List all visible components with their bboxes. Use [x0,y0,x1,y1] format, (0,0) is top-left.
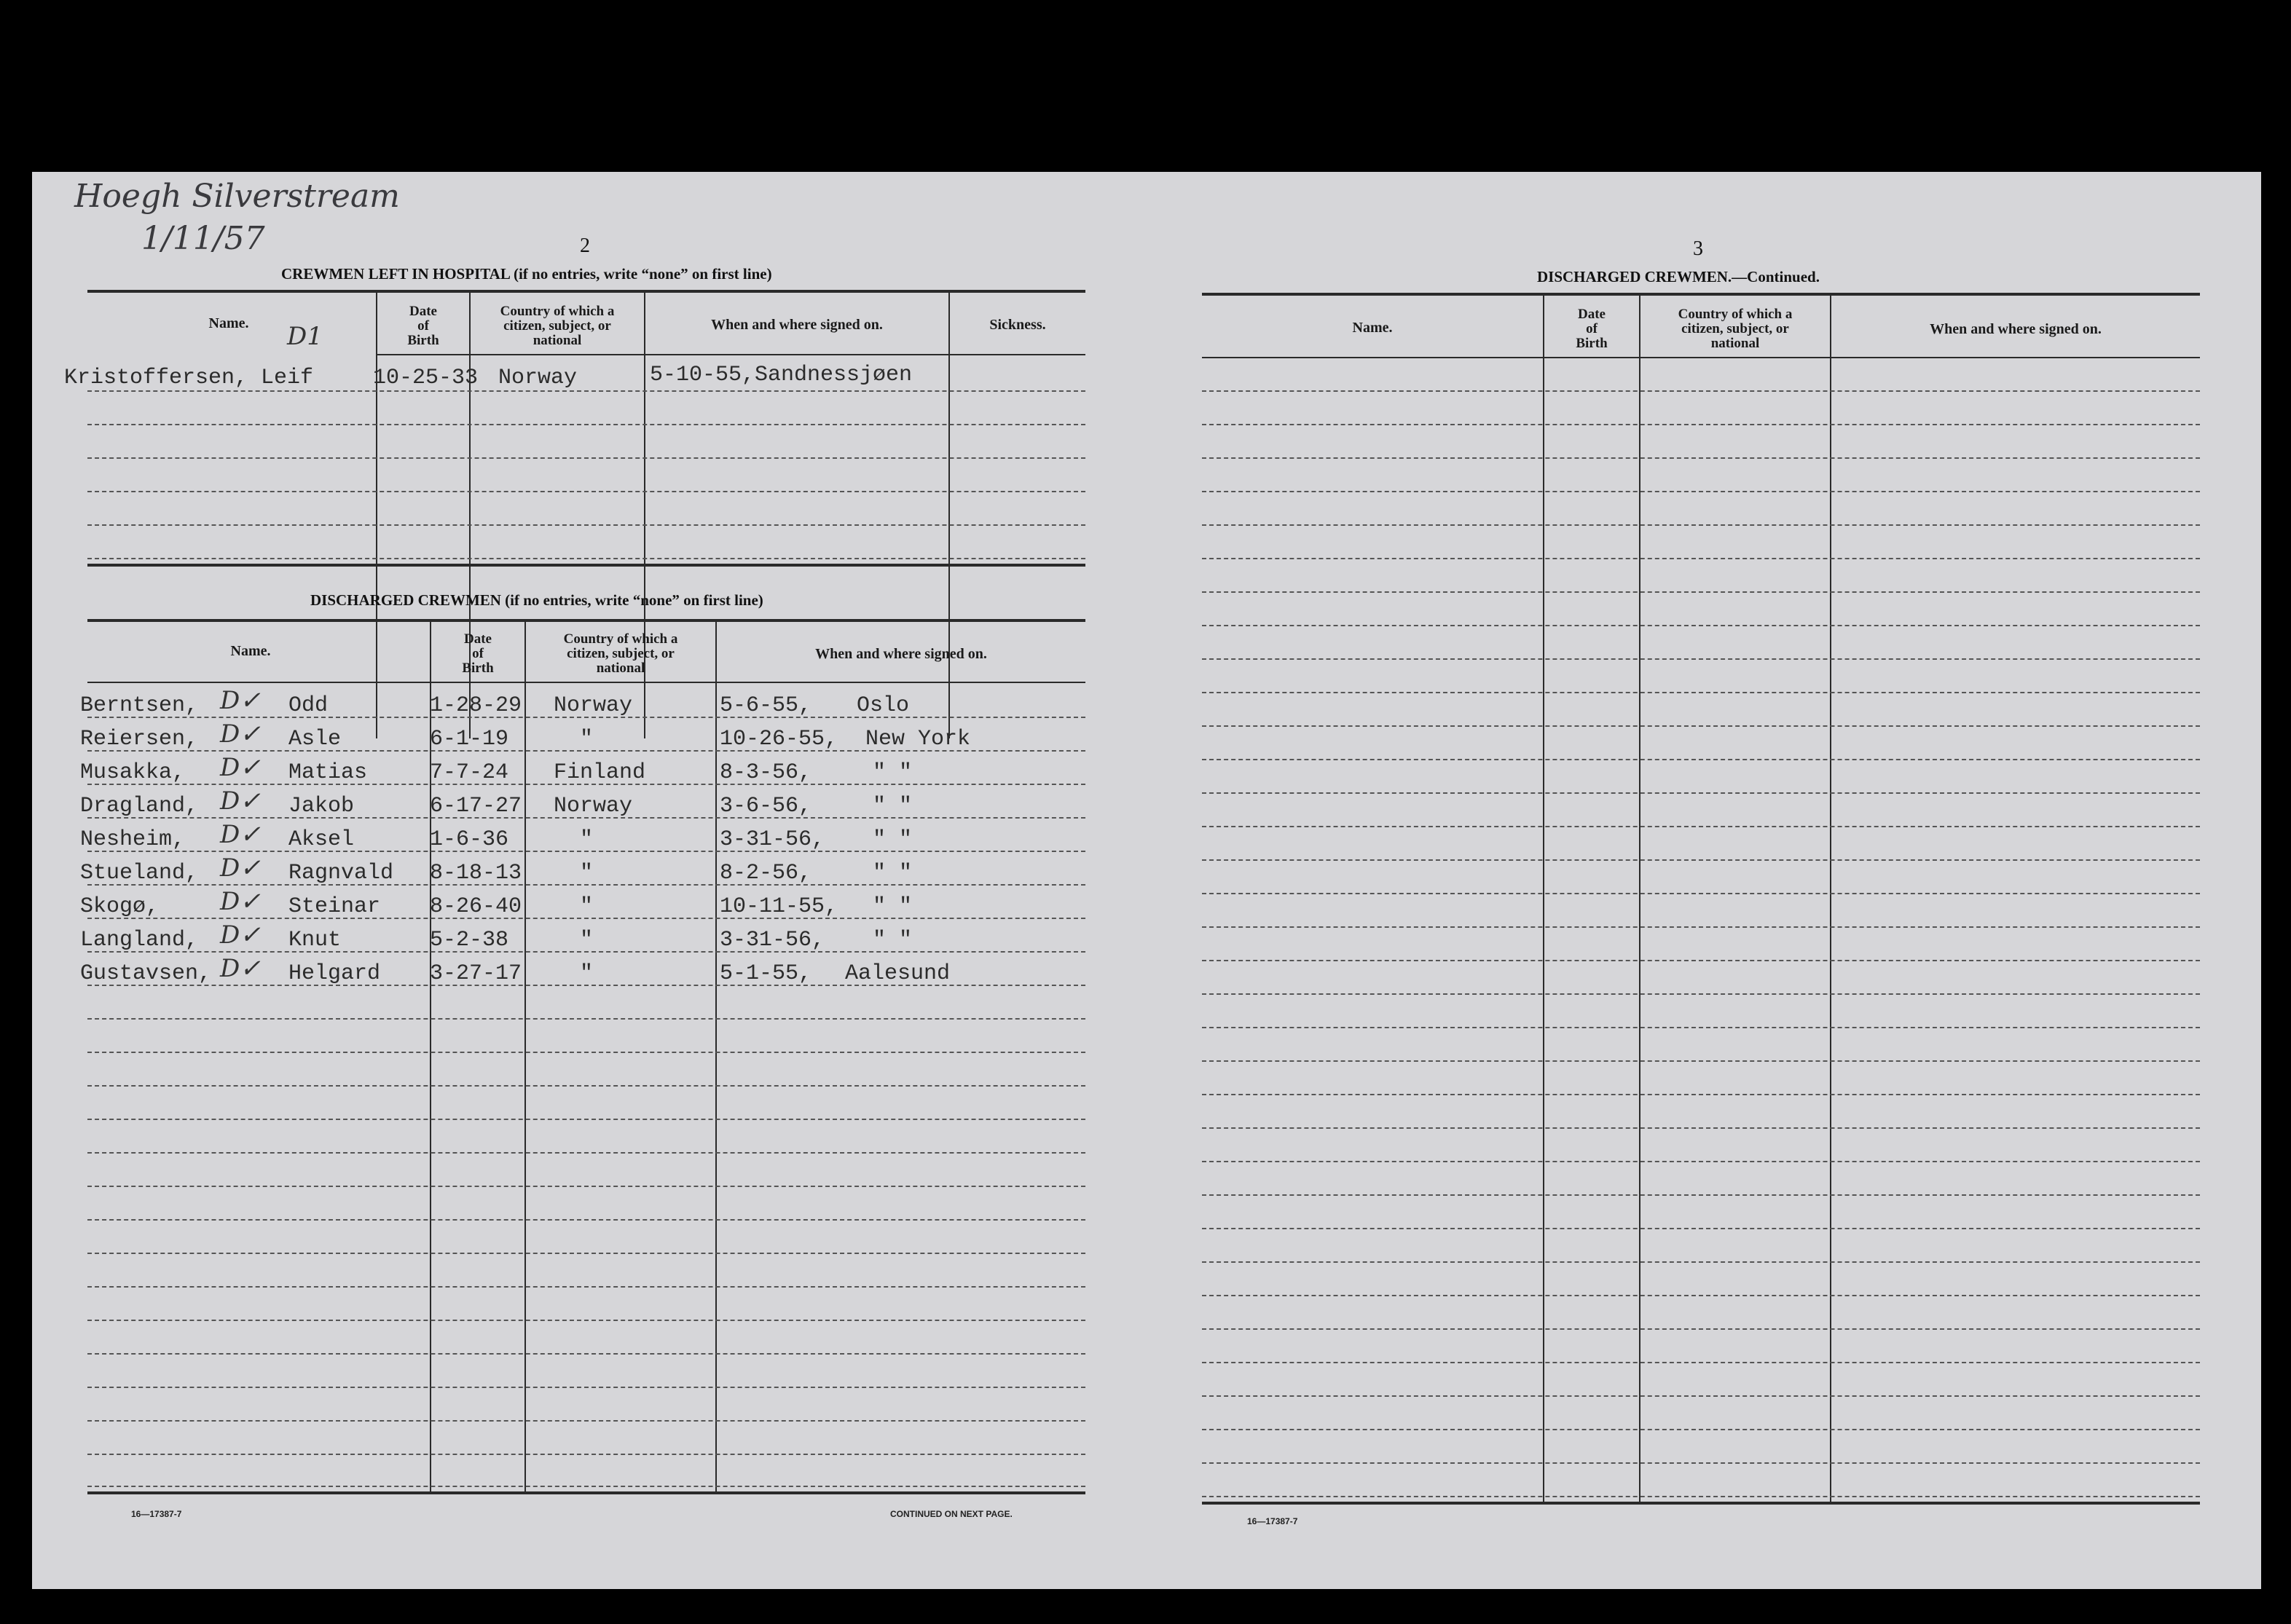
crew-country: " [580,961,594,986]
discharged-col-divider [715,622,717,1493]
discharged-header-dob: Date of Birth [462,631,494,676]
page3-row-line [1202,558,2200,559]
page3-row-line [1202,658,2200,660]
page3-row-line [1202,1462,2200,1464]
page3-row-line [1202,424,2200,425]
page3-row-line [1202,1295,2200,1296]
hospital-section-title: CREWMEN LEFT IN HOSPITAL (if no entries, write “none” on first line) [281,265,772,283]
crew-signed-date: 10-26-55, [720,727,838,752]
crew-signed-place: " " [873,760,913,785]
crew-signed-date: 8-3-56, [720,760,812,785]
discharged-row-line [87,784,1085,785]
hospital-col-divider [376,293,377,738]
discharged-col-divider [430,622,431,1493]
crew-country: " [580,861,594,886]
crew-signed-date: 8-2-56, [720,861,812,886]
page3-row-line [1202,725,2200,727]
discharged-row-line [87,817,1085,819]
discharged-table-bottom-rule [87,1491,1085,1494]
discharged-header-country: Country of which a citizen, subject, or national [563,631,678,676]
page3-row-line [1202,1228,2200,1229]
crew-signed-place: Oslo [857,693,910,718]
hospital-entry-country: Norway [498,366,578,390]
crew-mark: D✓ [220,787,261,816]
crew-signed-date: 3-6-56, [720,794,812,819]
crew-mark: D✓ [220,921,261,950]
discharged-row-line [87,951,1085,953]
hospital-header-signed: When and where signed on. [711,317,883,333]
discharged-row-line [87,1320,1085,1321]
page3-title: DISCHARGED CREWMEN.—Continued. [1537,268,1820,285]
page3-row-line [1202,1027,2200,1028]
crew-country: Norway [554,693,633,718]
hospital-header-country: Country of which a citizen, subject, or national [500,304,615,348]
page3-row-line [1202,491,2200,492]
hospital-row-line [87,457,1085,459]
page3-row-line [1202,625,2200,626]
hospital-row-line [87,558,1085,559]
page3-row-line [1202,1429,2200,1430]
crew-mark: D✓ [220,753,261,782]
discharged-row-line [87,851,1085,852]
page3-row-line [1202,1328,2200,1330]
page3-row-line [1202,390,2200,392]
discharged-row-line [87,1486,1085,1487]
discharged-header-name: Name. [230,643,271,659]
discharged-row-line [87,1219,1085,1221]
page3-row-line [1202,792,2200,794]
hospital-row-line [87,524,1085,526]
crew-signed-date: 5-1-55, [720,961,812,986]
document-sheet [32,172,2261,1589]
crew-signed-place: Aalesund [845,961,951,986]
crew-dob: 8-18-13 [430,861,522,886]
discharged-row-line [87,717,1085,718]
discharged-row-line [87,1119,1085,1120]
crew-given-name: Asle [288,727,342,752]
crew-country: Finland [554,760,646,785]
crew-signed-date: 3-31-56, [720,928,825,953]
crew-dob: 6-1-19 [430,727,509,752]
discharged-row-line [87,1420,1085,1422]
page3-row-line [1202,759,2200,760]
form-number-right: 16—17387-7 [1247,1516,1298,1526]
hospital-entry-mark: D1 [287,322,323,351]
crew-mark: D✓ [220,686,261,715]
discharged-row-line [87,1085,1085,1087]
discharged-row-line [87,1253,1085,1254]
page-number-left: 2 [580,234,590,257]
page3-header-rule [1202,357,2200,358]
hospital-entry-name: Kristoffersen, Leif [64,366,314,390]
page3-row-line [1202,591,2200,593]
page3-row-line [1202,1094,2200,1095]
page3-row-line [1202,457,2200,459]
crew-dob: 5-2-38 [430,928,509,953]
page3-col-divider [1639,296,1640,1505]
page3-row-line [1202,926,2200,928]
page3-row-line [1202,524,2200,526]
discharged-table-top-rule [87,619,1085,622]
hospital-row-line [87,491,1085,492]
handwritten-vessel-name: Hoegh Silverstream [74,178,400,215]
discharged-row-line [87,1052,1085,1053]
hospital-header-dob: Date of Birth [407,304,439,348]
discharged-row-line [87,884,1085,886]
hospital-table-top-rule [87,290,1085,293]
crew-signed-place: " " [873,861,913,886]
crew-mark: D✓ [220,887,261,916]
hospital-row-line [87,390,1085,392]
page-number-right: 3 [1693,237,1703,260]
crew-country: Norway [554,794,633,819]
crew-signed-date: 10-11-55, [720,894,838,919]
crew-mark: D✓ [220,720,261,749]
page3-col-divider [1830,296,1831,1505]
hospital-header-name: Name. [208,315,249,331]
page3-row-line [1202,1395,2200,1397]
crew-dob: 6-17-27 [430,794,522,819]
page3-row-line [1202,1161,2200,1162]
page3-row-line [1202,859,2200,861]
discharged-section-title: DISCHARGED CREWMEN (if no entries, write “none” on first line) [310,591,763,609]
crew-country: " [580,727,594,752]
page3-table-bottom-rule [1202,1502,2200,1505]
discharged-row-line [87,985,1085,986]
crew-mark: D✓ [220,854,261,883]
crew-dob: 1-28-29 [430,693,522,718]
hospital-entry-dob: 10-25-33 [373,366,479,390]
crew-surname: Nesheim, [80,827,186,852]
page3-row-line [1202,1060,2200,1062]
discharged-header-signed: When and where signed on. [815,646,987,662]
hospital-table-bottom-rule [87,564,1085,567]
page3-header-name: Name. [1352,320,1393,336]
page3-header-signed: When and where signed on. [1930,321,2102,337]
crew-signed-date: 5-6-55, [720,693,812,718]
crew-signed-place: " " [873,794,913,819]
page3-row-line [1202,993,2200,995]
crew-mark: D✓ [220,954,261,983]
discharged-row-line [87,1286,1085,1288]
discharged-row-line [87,1353,1085,1355]
handwritten-date: 1/11/57 [141,220,265,257]
page3-row-line [1202,893,2200,894]
page3-header-country: Country of which a citizen, subject, or national [1678,307,1793,351]
crew-signed-date: 3-31-56, [720,827,825,852]
continued-note: CONTINUED ON NEXT PAGE. [890,1509,1013,1519]
crew-signed-place: New York [865,727,971,752]
discharged-row-line [87,1387,1085,1388]
crew-surname: Stueland, [80,861,199,886]
hospital-header-rule [376,354,1085,355]
crew-surname: Berntsen, [80,693,199,718]
crew-country: " [580,928,594,953]
crew-country: " [580,827,594,852]
crew-mark: D✓ [220,820,261,849]
page3-row-line [1202,1362,2200,1363]
page3-row-line [1202,1127,2200,1129]
crew-dob: 3-27-17 [430,961,522,986]
discharged-row-line [87,1186,1085,1187]
crew-surname: Dragland, [80,794,199,819]
crew-country: " [580,894,594,919]
crew-surname: Reiersen, [80,727,199,752]
page3-row-line [1202,1496,2200,1497]
crew-surname: Langland, [80,928,199,953]
crew-dob: 1-6-36 [430,827,509,852]
discharged-row-line [87,918,1085,919]
page3-row-line [1202,1261,2200,1263]
crew-surname: Musakka, [80,760,186,785]
crew-signed-place: " " [873,827,913,852]
discharged-row-line [87,1454,1085,1455]
crew-surname: Skogø, [80,894,160,919]
discharged-row-line [87,1018,1085,1020]
crew-signed-place: " " [873,894,913,919]
discharged-row-line [87,750,1085,752]
crew-given-name: Odd [288,693,329,718]
page3-row-line [1202,960,2200,961]
hospital-header-sickness: Sickness. [989,317,1046,333]
discharged-col-divider [524,622,526,1493]
crew-given-name: Helgard [288,961,381,986]
discharged-header-rule [87,682,1085,683]
crew-dob: 7-7-24 [430,760,509,785]
hospital-entry-signed: 5-10-55,Sandnessjøen [650,363,913,387]
hospital-col-divider [948,293,950,738]
page3-header-dob: Date of Birth [1576,307,1608,351]
crew-surname: Gustavsen, [80,961,212,986]
hospital-row-line [87,424,1085,425]
crew-given-name: Matias [288,760,368,785]
crew-dob: 8-26-40 [430,894,522,919]
page3-row-line [1202,1194,2200,1196]
crew-given-name: Jakob [288,794,355,819]
crew-given-name: Knut [288,928,342,953]
crew-given-name: Steinar [288,894,381,919]
page3-table-top-rule [1202,293,2200,296]
page3-col-divider [1543,296,1544,1505]
page3-row-line [1202,692,2200,693]
page3-row-line [1202,826,2200,827]
form-number-left: 16—17387-7 [131,1509,182,1519]
discharged-row-line [87,1152,1085,1154]
crew-signed-place: " " [873,928,913,953]
crew-given-name: Ragnvald [288,861,394,886]
crew-given-name: Aksel [288,827,355,852]
